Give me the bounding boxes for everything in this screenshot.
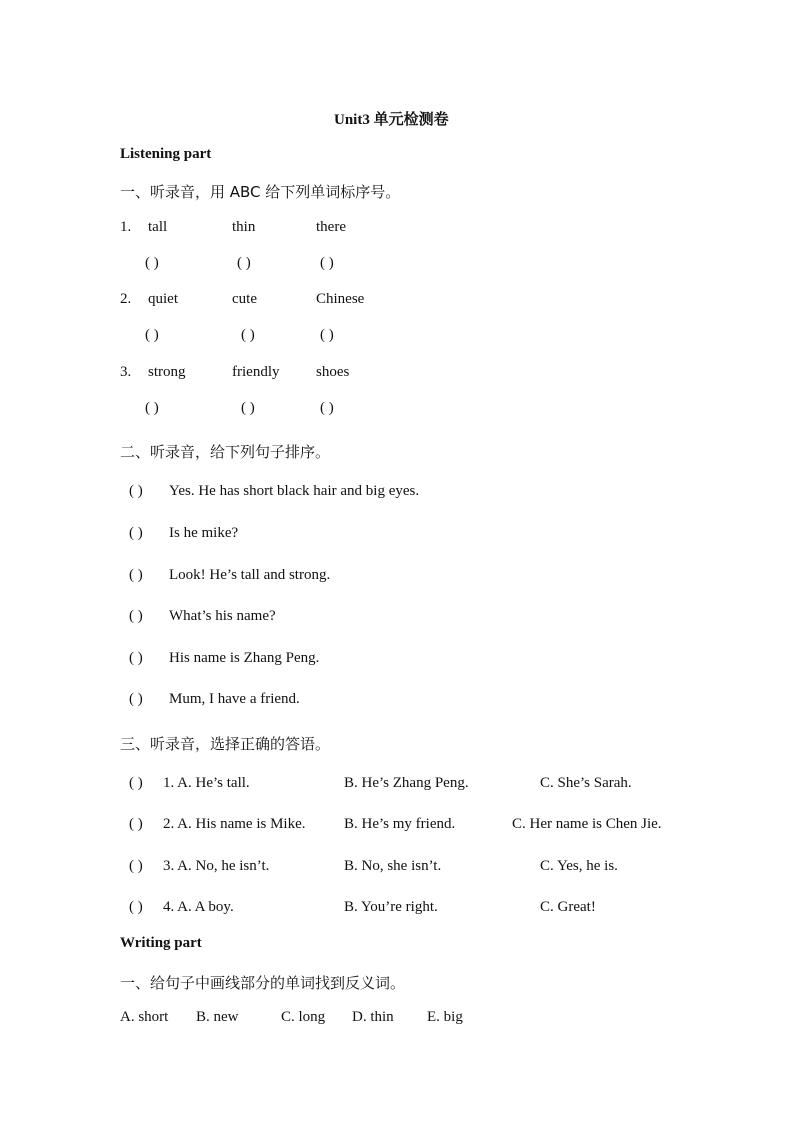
q1-row-1-word-2: thin — [232, 219, 256, 235]
q1-row-2-blank-2[interactable]: ( ) — [241, 327, 255, 343]
q3-item-1-blank[interactable]: ( ) — [129, 775, 143, 791]
q1-row-1-word-3: there — [316, 219, 346, 235]
q2-sentence-4: What’s his name? — [169, 608, 276, 624]
q1-row-2-blank-3[interactable]: ( ) — [320, 327, 334, 343]
q3-item-4-option-a: 4. A. A boy. — [163, 899, 234, 915]
q3-item-3-option-c: C. Yes, he is. — [540, 858, 618, 874]
q1-row-1-blank-3[interactable]: ( ) — [320, 255, 334, 271]
q1-row-3-word-3: shoes — [316, 364, 350, 380]
q1-row-1-word-1: tall — [148, 219, 168, 235]
listening-q2-instruction: 二、听录音，给下列句子排序。 — [120, 443, 331, 461]
listening-q3-instruction: 三、听录音，选择正确的答语。 — [120, 735, 331, 753]
writing-heading: Writing part — [120, 935, 202, 951]
q3-item-3-option-a: 3. A. No, he isn’t. — [163, 858, 270, 874]
writing-q1-instruction: 一、给句子中画线部分的单词找到反义词。 — [120, 974, 406, 992]
q1-row-1-blank-2[interactable]: ( ) — [237, 255, 251, 271]
q1-row-3-blank-1[interactable]: ( ) — [145, 400, 159, 416]
q2-blank-5[interactable]: ( ) — [129, 650, 143, 666]
q3-item-1-option-a: 1. A. He’s tall. — [163, 775, 250, 791]
q1-row-2-word-2: cute — [232, 291, 257, 307]
q1-row-2-word-1: quiet — [148, 291, 178, 307]
q2-sentence-3: Look! He’s tall and strong. — [169, 567, 331, 583]
q2-sentence-6: Mum, I have a friend. — [169, 691, 300, 707]
listening-q1-instruction: 一、听录音，用 ABC 给下列单词标序号。 — [120, 183, 401, 201]
q3-item-2-option-b: B. He’s my friend. — [344, 816, 456, 832]
writing-option-c: C. long — [281, 1009, 326, 1025]
q3-item-4-blank[interactable]: ( ) — [129, 899, 143, 915]
q1-row-3-num: 3. — [120, 364, 132, 380]
q3-item-2-blank[interactable]: ( ) — [129, 816, 143, 832]
writing-option-e: E. big — [427, 1009, 463, 1025]
listening-heading: Listening part — [120, 146, 212, 162]
q2-sentence-2: Is he mike? — [169, 525, 239, 541]
q2-blank-4[interactable]: ( ) — [129, 608, 143, 624]
writing-option-d: D. thin — [352, 1009, 394, 1025]
writing-option-b: B. new — [196, 1009, 239, 1025]
q3-item-1-option-b: B. He’s Zhang Peng. — [344, 775, 469, 791]
q1-row-2-blank-1[interactable]: ( ) — [145, 327, 159, 343]
page-title: Unit3 单元检测卷 — [334, 112, 449, 128]
q1-row-2-num: 2. — [120, 291, 132, 307]
q1-row-3-word-2: friendly — [232, 364, 280, 380]
q3-item-1-option-c: C. She’s Sarah. — [540, 775, 632, 791]
q3-item-3-blank[interactable]: ( ) — [129, 858, 143, 874]
q2-sentence-1: Yes. He has short black hair and big eyes. — [169, 483, 420, 499]
q3-item-4-option-c: C. Great! — [540, 899, 596, 915]
writing-option-a: A. short — [120, 1009, 169, 1025]
q2-blank-6[interactable]: ( ) — [129, 691, 143, 707]
q1-row-3-blank-2[interactable]: ( ) — [241, 400, 255, 416]
q3-item-3-option-b: B. No, she isn’t. — [344, 858, 442, 874]
q1-row-2-word-3: Chinese — [316, 291, 365, 307]
q2-blank-3[interactable]: ( ) — [129, 567, 143, 583]
q3-item-4-option-b: B. You’re right. — [344, 899, 438, 915]
q1-row-3-word-1: strong — [148, 364, 186, 380]
q3-item-2-option-a: 2. A. His name is Mike. — [163, 816, 306, 832]
q1-row-1-num: 1. — [120, 219, 132, 235]
q1-row-3-blank-3[interactable]: ( ) — [320, 400, 334, 416]
q2-sentence-5: His name is Zhang Peng. — [169, 650, 320, 666]
q2-blank-1[interactable]: ( ) — [129, 483, 143, 499]
q3-item-2-option-c: C. Her name is Chen Jie. — [512, 816, 662, 832]
q1-row-1-blank-1[interactable]: ( ) — [145, 255, 159, 271]
q2-blank-2[interactable]: ( ) — [129, 525, 143, 541]
